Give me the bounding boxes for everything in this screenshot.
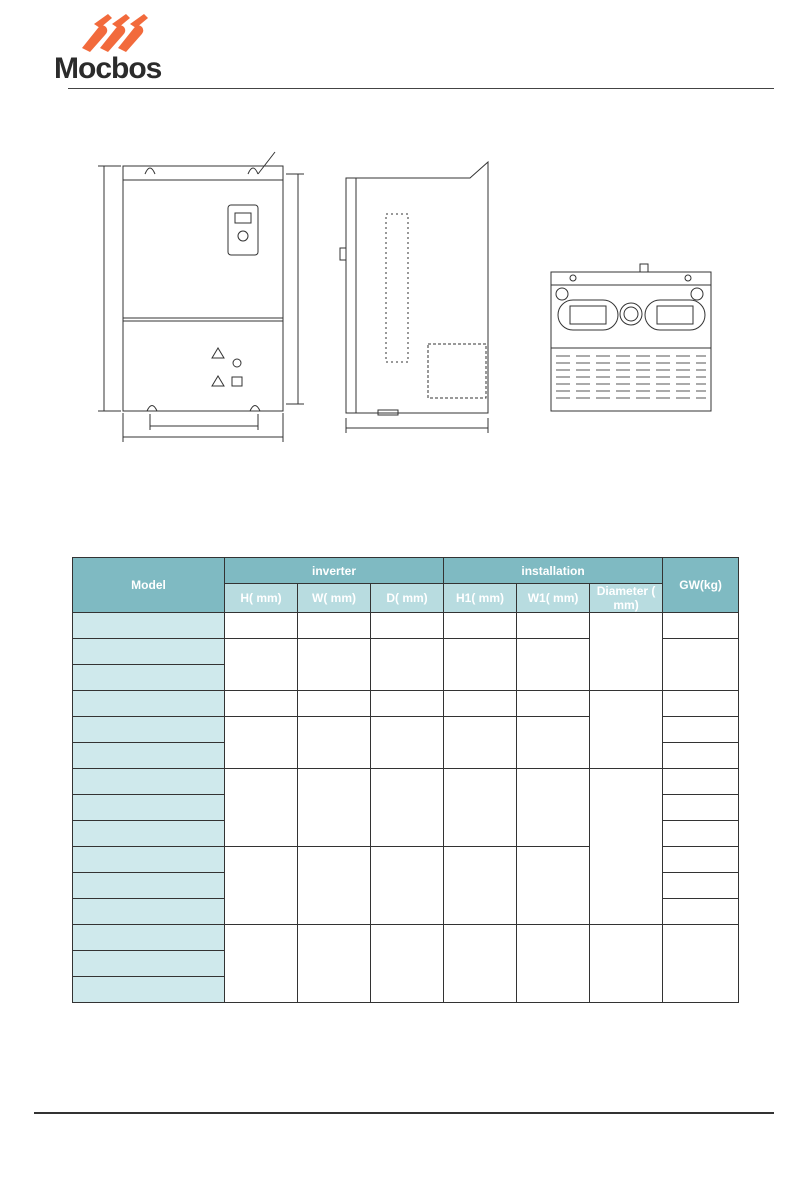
header-model: Model xyxy=(73,558,225,613)
header-diameter: Diameter ( mm) xyxy=(590,584,663,613)
header-inverter: inverter xyxy=(225,558,444,584)
header-installation: installation xyxy=(444,558,663,584)
header-gw: GW(kg) xyxy=(663,558,739,613)
side-view xyxy=(340,162,488,433)
header-divider xyxy=(68,88,774,89)
footer-divider xyxy=(34,1112,774,1114)
header-w: W( mm) xyxy=(298,584,371,613)
front-view xyxy=(98,152,304,442)
header-h1: H1( mm) xyxy=(444,584,517,613)
header-d: D( mm) xyxy=(371,584,444,613)
table-row xyxy=(73,925,739,951)
table-row xyxy=(73,769,739,795)
header-h: H( mm) xyxy=(225,584,298,613)
logo-mark-icon xyxy=(50,14,175,54)
table-row xyxy=(73,691,739,717)
dimension-drawing xyxy=(0,150,812,450)
bottom-view xyxy=(551,264,711,411)
dimension-table xyxy=(72,557,739,1003)
brand-name: Mocbos xyxy=(54,52,162,85)
table-row xyxy=(73,613,739,639)
header-w1: W1( mm) xyxy=(517,584,590,613)
brand-logo xyxy=(50,14,175,84)
